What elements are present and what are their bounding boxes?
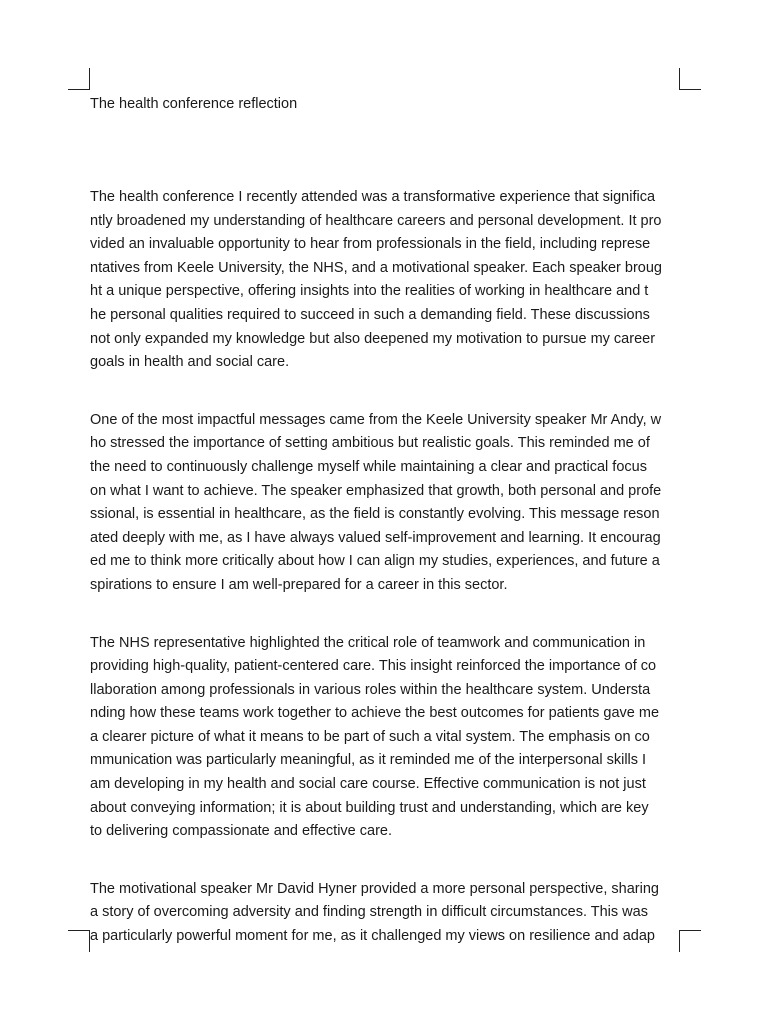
text-line: about conveying information; it is about building trust and understanding, which are key <box>90 799 649 816</box>
document-page <box>90 94 679 949</box>
text-line: on what I want to achieve. The speaker emphasized that growth, both personal and profe <box>90 482 662 499</box>
text-line: goals in health and social care. <box>90 354 290 371</box>
text-line: nding how these teams work together to achieve the best outcomes for patients gave me <box>90 705 660 722</box>
text-line: he personal qualities required to succeed in such a demanding field. These discussions <box>90 306 650 323</box>
text-line: providing high-quality, patient-centered care. This insight reinforced the importance of co <box>90 658 657 675</box>
text-line: ntly broadened my understanding of healthcare careers and personal development. It pro <box>90 212 662 229</box>
text-line: spirations to ensure I am well-prepared for a career in this sector. <box>90 576 508 593</box>
text-line: ho stressed the importance of setting ambitious but realistic goals. This reminded me of <box>90 435 650 452</box>
text-line: not only expanded my knowledge but also deepened my motivation to pursue my career <box>90 330 656 347</box>
text-line: a clearer picture of what it means to be part of such a vital system. The emphasis on co <box>90 728 650 745</box>
text-line: a story of overcoming adversity and finding strength in difficult circumstances. This was <box>90 904 648 921</box>
text-line: One of the most impactful messages came from the Keele University speaker Mr Andy, w <box>90 411 662 428</box>
paragraph-3 <box>90 632 679 844</box>
text-line: mmunication was particularly meaningful, as it reminded me of the interpersonal skills I <box>90 752 647 769</box>
paragraph-2 <box>90 409 679 598</box>
paragraph-4 <box>90 878 679 949</box>
text-line: The NHS representative highlighted the critical role of teamwork and communication in <box>90 634 646 651</box>
text-line: ed me to think more critically about how I can align my studies, experiences, and future a <box>90 553 660 570</box>
text-line: the need to continuously challenge myself while maintaining a clear and practical focus <box>90 458 647 475</box>
text-line: ated deeply with me, as I have always valued self-improvement and learning. It encourag <box>90 529 661 546</box>
text-line: ht a unique perspective, offering insights into the realities of working in healthcare and t <box>90 283 649 300</box>
text-line: ntatives from Keele University, the NHS, and a motivational speaker. Each speaker broug <box>90 259 662 276</box>
text-line: ssional, is essential in healthcare, as the field is constantly evolving. This message reson <box>90 506 660 523</box>
crop-mark-bottom-left <box>68 930 90 952</box>
text-line: The motivational speaker Mr David Hyner provided a more personal perspective, sharing <box>90 880 659 897</box>
document-title: The health conference reflection <box>90 96 298 112</box>
text-line: a particularly powerful moment for me, as it challenged my views on resilience and adap <box>90 928 655 945</box>
crop-mark-bottom-right <box>679 930 701 952</box>
text-line: to delivering compassionate and effective care. <box>90 823 392 840</box>
text-line: vided an invaluable opportunity to hear from professionals in the field, including represe <box>90 236 651 253</box>
text-line: llaboration among professionals in various roles within the healthcare system. Understa <box>90 681 651 698</box>
text-line: The health conference I recently attended was a transformative experience that significa <box>90 189 656 205</box>
paragraph-1 <box>90 186 679 375</box>
text-line: am developing in my health and social care course. Effective communication is not just <box>90 776 646 793</box>
